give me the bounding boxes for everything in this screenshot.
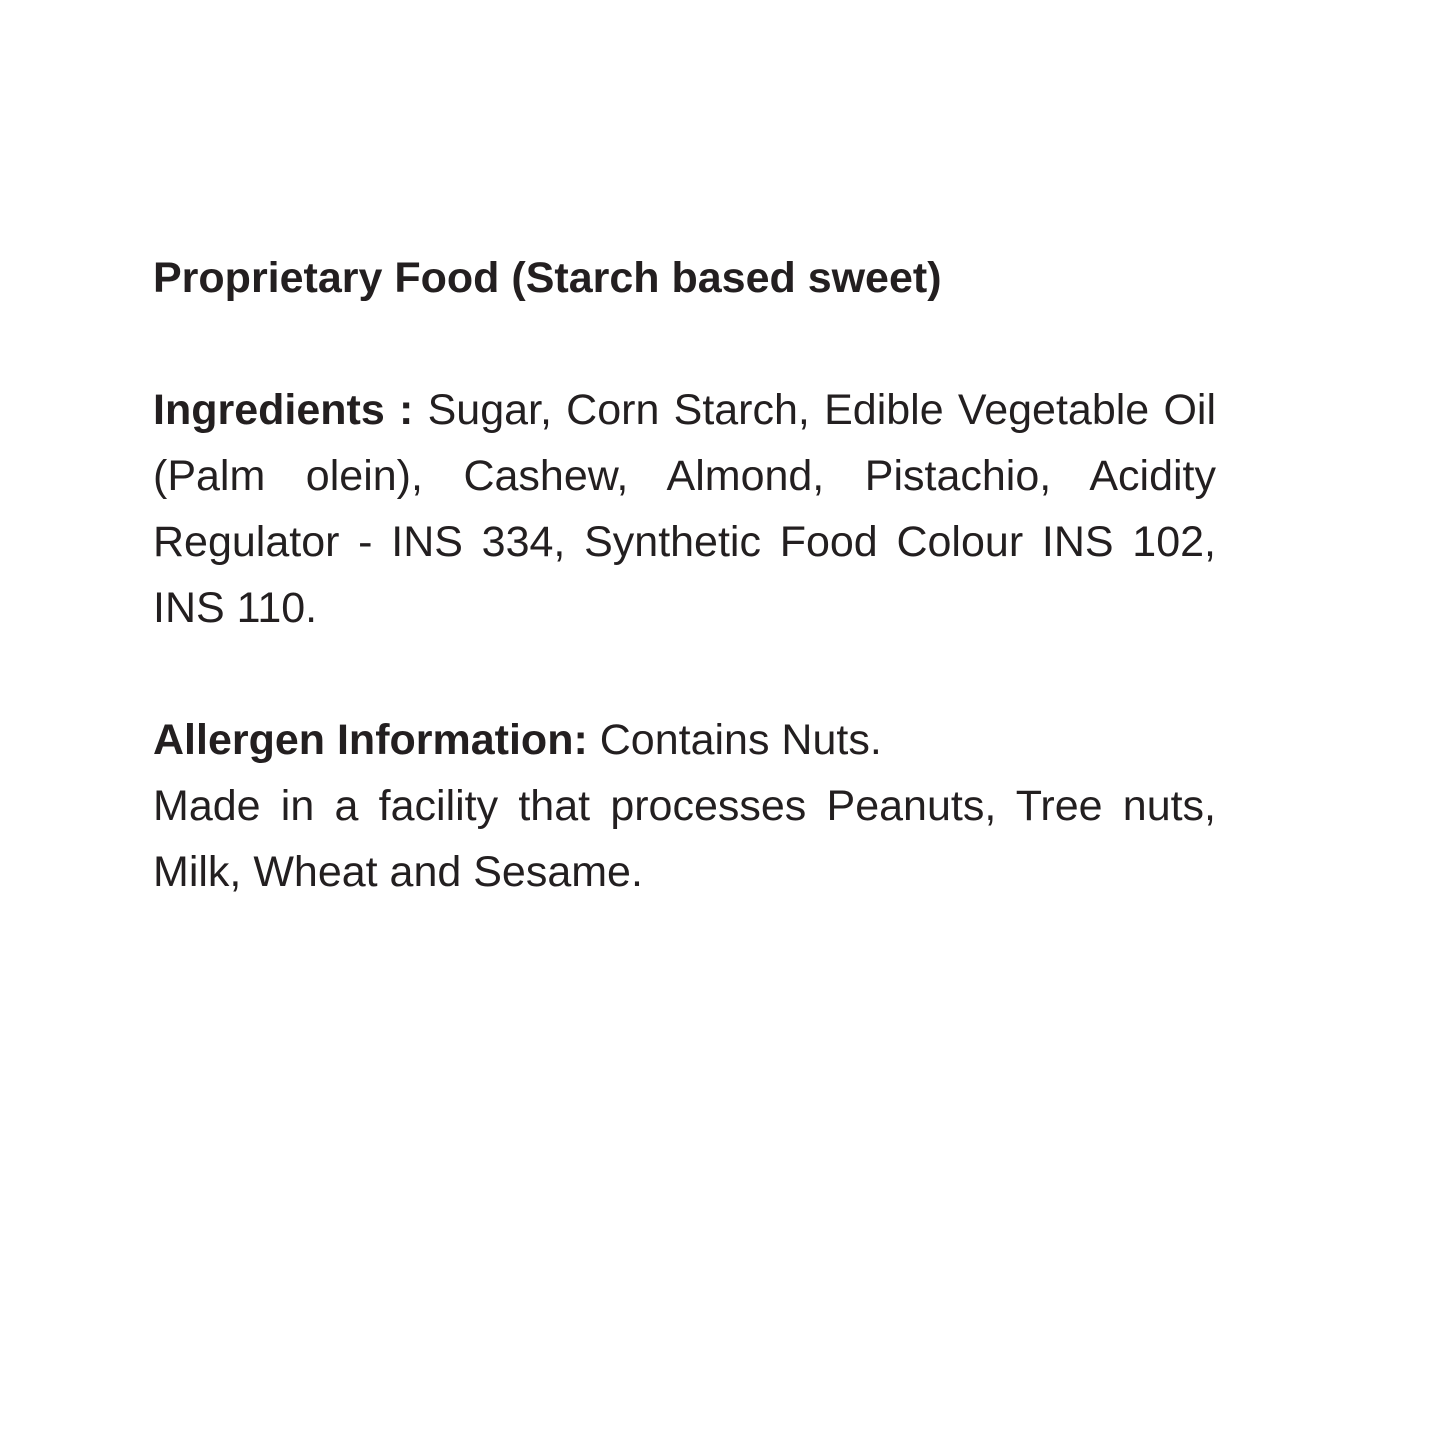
spacer [153,311,1216,377]
allergen-text: Contains Nuts. [599,716,882,764]
ingredients-paragraph [153,377,1216,641]
food-label [153,245,1216,905]
ingredients-heading: Ingredients : [153,386,414,434]
allergen-heading: Allergen Information: [153,716,588,764]
allergen-paragraph [153,707,1216,773]
facility-note: Made in a facility that processes Peanuts, Tree nuts, Milk, Wheat and Sesame. [153,782,1216,896]
ingredients-text: Sugar, Corn Starch, Edible Vegetable Oil (Palm olein), Cashew, Almond, Pistachio, Acidity Regulator - INS 334, Synthetic Food Colour INS 102, INS 110. [153,386,1217,632]
spacer [153,641,1216,707]
product-type-heading: Proprietary Food (Starch based sweet) [153,254,942,302]
